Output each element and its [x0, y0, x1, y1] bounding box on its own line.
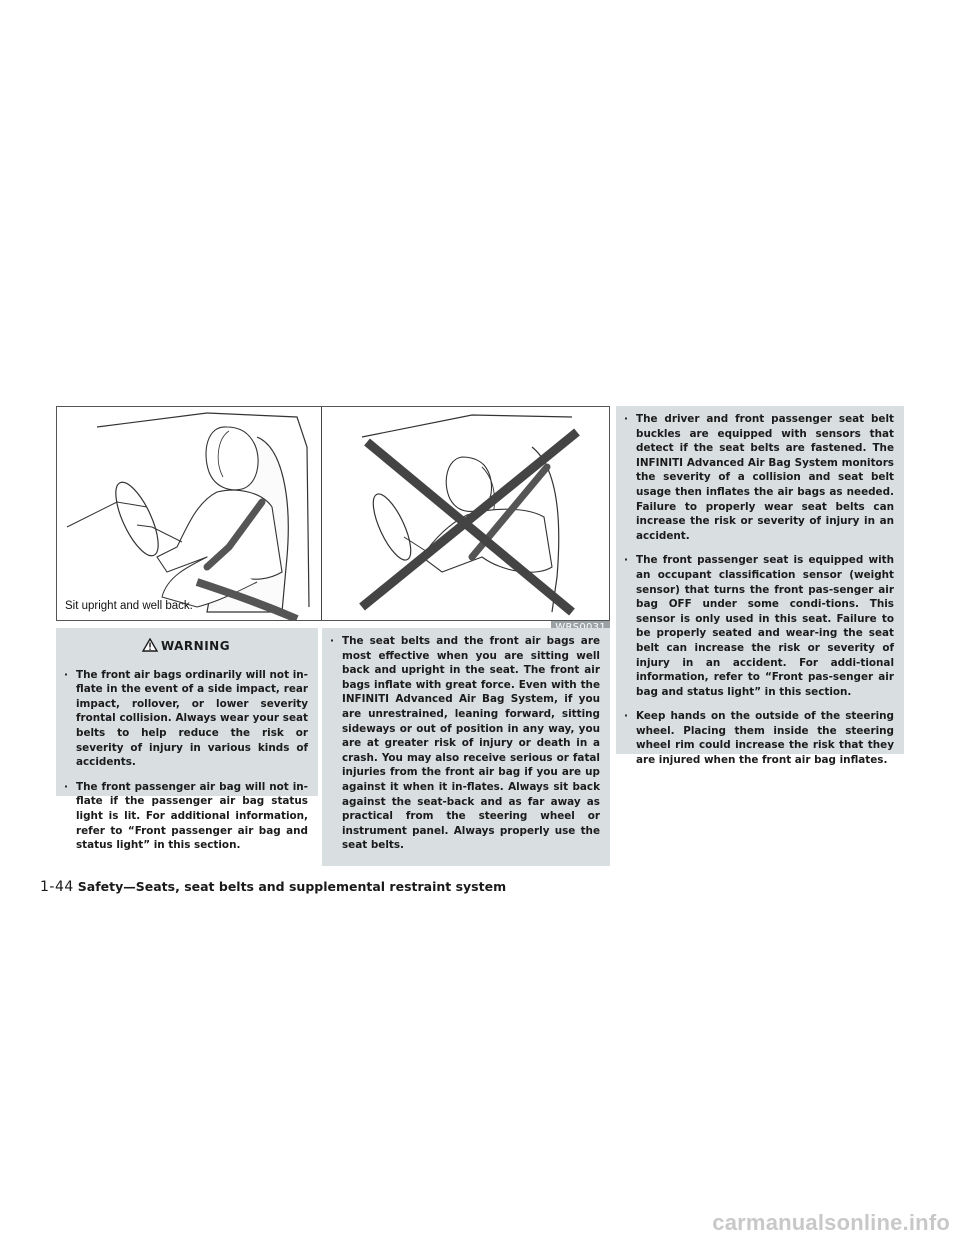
bullet-dot: · [624, 413, 628, 425]
page-footer [40, 876, 506, 895]
watermark: carmanualsonline.info [712, 1210, 950, 1235]
page-number: 1-44 [40, 879, 74, 895]
list-item [624, 412, 894, 543]
warning-triangle-icon [142, 638, 158, 656]
list-item-text: Keep hands on the outside of the steering wheel. Placing them inside the steering wheel rim could increase the risk that they are injured when the front air bag inflates. [636, 710, 894, 767]
list-item-text: The front passenger air bag will not in-flate if the passenger air bag status light is lit. For additional information, refer to “Front passenger air bag and status light” in this section. [76, 780, 308, 852]
warning-panel-right [616, 406, 904, 767]
list-item [330, 634, 600, 853]
warning-panel-left [56, 628, 318, 852]
list-item-text: The seat belts and the front air bags are most effective when you are sitting well back and upright in the seat. The front air bags inflate with great force. Even with the INFINITI Advanced Air Bag System, if you are unrestrained, leaning forward, sitting sideways or out of position in any way, you are at greater risk of injury or death in a crash. You may also receive serious or fatal injuries from the front air bag if you are up against it when it in-flates. Always sit back against the seat-back and as far away as practical from the steering wheel or instrument panel. Always properly use the seat belts. [342, 635, 600, 852]
bullet-dot: · [330, 635, 334, 647]
list-item [624, 553, 894, 699]
list-item [64, 780, 308, 853]
list-item [64, 668, 308, 770]
correct-seating-illustration [57, 407, 321, 620]
bullet-dot: · [64, 780, 68, 793]
bullet-dot: · [64, 668, 68, 681]
list-item-text: The driver and front passenger seat belt buckles are equipped with sensors that detect if the seat belts are fastened. The INFINITI Advanced Air Bag System monitors the severity of a collision and seat belt usage then inflates the air bags as needed. Failure to properly wear seat belts can increase the risk or severity of injury in an accident. [636, 413, 894, 542]
incorrect-seating-illustration [322, 407, 610, 620]
list-item [624, 709, 894, 767]
warning-heading-text: WARNING [160, 639, 231, 653]
warning-panel-middle [322, 628, 610, 866]
list-item-text: The front passenger seat is equipped with an occupant classification sensor (weight sensor) that turns the front pas-senger air bag OFF under some condi-tions. This sensor is only used in this seat. Failure to be properly seated and wear-ing the seat belt can increase the risk or severity of injury in an accident. For addi-tional information, refer to “Front pas-senger air bag and status light” in this section. [636, 554, 894, 698]
figure-caption: Sit upright and well back. [65, 600, 193, 612]
illustration-figure [56, 406, 610, 621]
bullet-dot: · [624, 554, 628, 567]
list-item-text: The front air bags ordinarily will not in-flate in the event of a side impact, rear impact, rollover, or lower severity frontal collision. Always wear your seat belts to help reduce the risk or severity of injury in various kinds of accidents. [76, 668, 308, 769]
section-title: Safety—Seats, seat belts and supplemental restraint system [77, 879, 507, 894]
warning-heading [64, 636, 308, 656]
bullet-dot: · [624, 710, 628, 723]
